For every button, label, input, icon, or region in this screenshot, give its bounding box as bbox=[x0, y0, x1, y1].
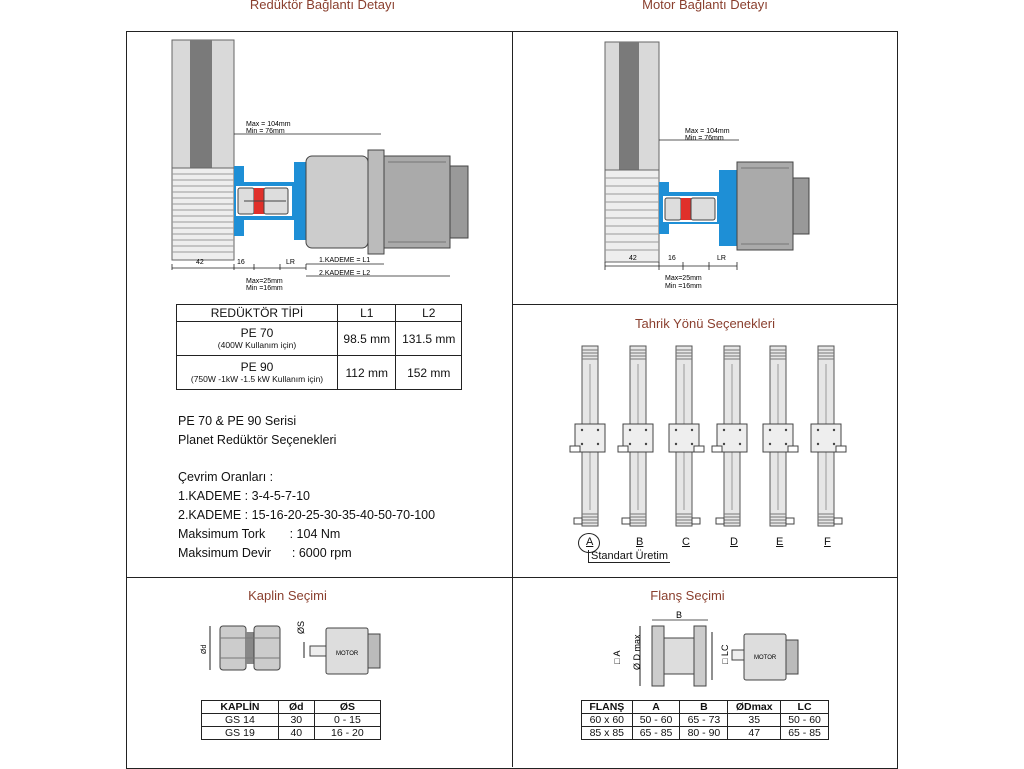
dim-min-bottom: Min =16mm bbox=[246, 285, 283, 292]
coupling-d-label: Ød bbox=[201, 644, 208, 654]
drive-option-e bbox=[763, 346, 798, 526]
dim-42: 42 bbox=[196, 259, 204, 266]
table-row bbox=[177, 322, 462, 356]
motor-body bbox=[737, 162, 793, 250]
coupling-header: Ød bbox=[278, 701, 314, 714]
header-l1: L1 bbox=[338, 305, 396, 322]
dim-max-bottom: Max=25mm bbox=[665, 275, 702, 282]
table-header-row bbox=[202, 701, 381, 714]
coupling-table bbox=[201, 700, 381, 740]
dim-42: 42 bbox=[629, 255, 637, 262]
dim-16: 16 bbox=[668, 255, 676, 262]
direction-c: C bbox=[682, 536, 690, 548]
drive-direction-diagram bbox=[560, 340, 860, 540]
flange-b-label: B bbox=[676, 610, 683, 620]
direction-f: F bbox=[824, 536, 831, 548]
table-cell: GS 19 bbox=[202, 727, 279, 740]
flange-title: Flanş Seçimi bbox=[650, 588, 725, 603]
table-cell: 30 bbox=[278, 714, 314, 727]
table-cell: 65 - 73 bbox=[680, 714, 728, 727]
flange-header: LC bbox=[781, 701, 829, 714]
drive-option-c bbox=[669, 346, 704, 526]
motor-connection-title: Motor Bağlantı Detayı bbox=[642, 0, 768, 12]
dim-16: 16 bbox=[237, 259, 245, 266]
drive-option-a bbox=[570, 346, 605, 526]
table-cell: 85 x 85 bbox=[582, 727, 633, 740]
coupling-diagram bbox=[196, 612, 396, 692]
reducer-type: PE 70 bbox=[240, 326, 274, 340]
table-cell: 16 - 20 bbox=[314, 727, 380, 740]
flange-header: B bbox=[680, 701, 728, 714]
profile-slot bbox=[619, 42, 639, 170]
reducer-table bbox=[176, 304, 462, 390]
header-l2: L2 bbox=[396, 305, 462, 322]
table-cell: 60 x 60 bbox=[582, 714, 633, 727]
drive-option-b bbox=[618, 346, 653, 526]
flange-header: FLANŞ bbox=[582, 701, 633, 714]
profile-slot bbox=[190, 40, 212, 168]
dim-lr: LR bbox=[286, 259, 295, 266]
table-cell: 80 - 90 bbox=[680, 727, 728, 740]
table-cell: 50 - 60 bbox=[632, 714, 680, 727]
flange-lc-label: □ LC bbox=[720, 644, 730, 664]
flange-header: A bbox=[632, 701, 680, 714]
reducer-note: (750W -1kW -1.5 kW Kullanım için) bbox=[190, 374, 324, 384]
l1-value: 112 mm bbox=[338, 356, 396, 390]
motor-connection-drawing bbox=[513, 32, 896, 302]
flange-diagram bbox=[600, 608, 810, 694]
table-cell: 47 bbox=[728, 727, 781, 740]
max-torque: Maksimum Tork : 104 Nm bbox=[178, 527, 341, 541]
header-type: REDÜKTÖR TİPİ bbox=[177, 305, 338, 322]
l1-value: 98.5 mm bbox=[338, 322, 396, 356]
stage1-ratios: 1.KADEME : 3-4-5-7-10 bbox=[178, 489, 310, 503]
reducer-body bbox=[306, 156, 368, 248]
ratio-info bbox=[178, 468, 435, 563]
dim-min-top: Min = 76mm bbox=[685, 135, 724, 142]
drive-option-f bbox=[811, 346, 846, 526]
divider-right-mid bbox=[512, 304, 897, 305]
dim-max-top: Max = 104mm bbox=[246, 121, 291, 128]
stage2-ratios: 2.KADEME : 15-16-20-25-30-35-40-50-70-100 bbox=[178, 508, 436, 522]
dim-lr: LR bbox=[717, 255, 726, 262]
flange-table bbox=[581, 700, 829, 740]
drive-direction-title: Tahrik Yönü Seçenekleri bbox=[635, 316, 775, 331]
direction-a: A bbox=[586, 536, 594, 548]
table-cell: 35 bbox=[728, 714, 781, 727]
reducer-note: (400W Kullanım için) bbox=[217, 340, 297, 350]
l2-value: 152 mm bbox=[396, 356, 462, 390]
direction-b: B bbox=[636, 536, 644, 548]
direction-d: D bbox=[730, 536, 738, 548]
table-row bbox=[177, 356, 462, 390]
stage1-length: 1.KADEME = L1 bbox=[319, 257, 371, 264]
table-row bbox=[202, 714, 381, 727]
dim-max-bottom: Max=25mm bbox=[246, 278, 283, 285]
table-row bbox=[582, 714, 829, 727]
ratio-title: Çevrim Oranları : bbox=[178, 470, 274, 484]
dim-max-top: Max = 104mm bbox=[685, 128, 730, 135]
coupling-spider bbox=[681, 198, 691, 220]
motor-body bbox=[384, 156, 450, 248]
flange-a-label: □ A bbox=[612, 650, 622, 664]
flange-dmax-label: Ø D max bbox=[632, 634, 642, 670]
coupling-motor-label: MOTOR bbox=[336, 651, 359, 657]
table-row bbox=[202, 727, 381, 740]
table-header-row bbox=[177, 305, 462, 322]
reducer-type: PE 90 bbox=[240, 360, 274, 374]
table-row bbox=[582, 727, 829, 740]
table-cell: 40 bbox=[278, 727, 314, 740]
dim-min-bottom: Min =16mm bbox=[665, 283, 702, 290]
series-line1: PE 70 & PE 90 Serisi bbox=[178, 414, 297, 428]
reducer-connection-title: Redüktör Bağlantı Detayı bbox=[249, 0, 396, 12]
coupling-title: Kaplin Seçimi bbox=[248, 588, 327, 603]
coupling-header: ØS bbox=[314, 701, 380, 714]
flange-motor-label: MOTOR bbox=[754, 655, 777, 661]
table-cell: 50 - 60 bbox=[781, 714, 829, 727]
max-speed: Maksimum Devir : 6000 rpm bbox=[178, 546, 352, 560]
flange-header: ØDmax bbox=[728, 701, 781, 714]
stage2-length: 2.KADEME = L2 bbox=[319, 270, 371, 277]
dim-min-top: Min = 76mm bbox=[246, 128, 285, 135]
drive-option-d bbox=[712, 346, 747, 526]
table-cell: GS 14 bbox=[202, 714, 279, 727]
coupling-s-label: ØS bbox=[296, 620, 306, 634]
reducer-connection-drawing bbox=[126, 32, 512, 302]
table-cell: 65 - 85 bbox=[781, 727, 829, 740]
divider-bottom-vertical bbox=[512, 577, 513, 767]
series-line2: Planet Redüktör Seçenekleri bbox=[178, 433, 337, 447]
standard-production-label: Standart Üretim bbox=[588, 550, 670, 563]
table-header-row bbox=[582, 701, 829, 714]
direction-e: E bbox=[776, 536, 784, 548]
series-info bbox=[178, 412, 336, 450]
l2-value: 131.5 mm bbox=[396, 322, 462, 356]
coupling-header: KAPLİN bbox=[202, 701, 279, 714]
table-cell: 0 - 15 bbox=[314, 714, 380, 727]
table-cell: 65 - 85 bbox=[632, 727, 680, 740]
